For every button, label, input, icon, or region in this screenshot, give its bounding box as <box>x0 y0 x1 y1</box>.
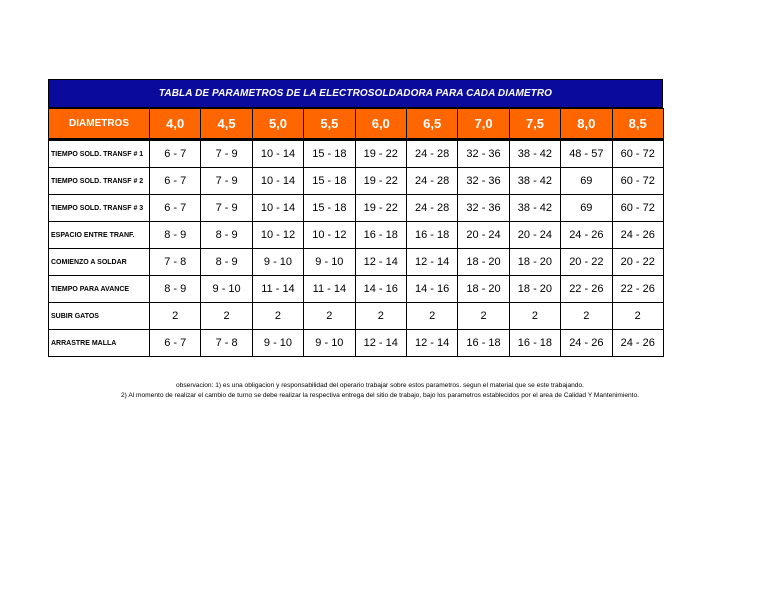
value-cell: 9 - 10 <box>252 330 303 357</box>
diameters-header: DIAMETROS <box>49 109 150 140</box>
value-cell: 14 - 16 <box>355 276 406 303</box>
value-cell: 7 - 9 <box>201 168 252 195</box>
value-cell: 18 - 20 <box>509 249 560 276</box>
value-cell: 20 - 22 <box>561 249 612 276</box>
table-title: TABLA DE PARAMETROS DE LA ELECTROSOLDADORA PARA CADA DIAMETRO <box>48 79 663 108</box>
value-cell: 6 - 7 <box>150 168 201 195</box>
note-line-2: 2) Al momento de realizar el cambio de turno se debe realizar la respectiva entrega del sitio de trabajo, bajo los parametros establecidos por el area de Calidad Y Mantenimiento. <box>120 392 640 399</box>
value-cell: 15 - 18 <box>304 195 355 222</box>
value-cell: 24 - 26 <box>612 222 663 249</box>
value-cell: 10 - 12 <box>252 222 303 249</box>
value-cell: 19 - 22 <box>355 195 406 222</box>
value-cell: 38 - 42 <box>509 140 560 168</box>
value-cell: 2 <box>150 303 201 330</box>
value-cell: 10 - 14 <box>252 168 303 195</box>
table-row <box>49 303 664 330</box>
row-label: ESPACIO ENTRE TRANF. <box>49 222 150 249</box>
table-row <box>49 140 664 168</box>
value-cell: 18 - 20 <box>458 249 509 276</box>
value-cell: 2 <box>612 303 663 330</box>
diameter-header-cell: 7,5 <box>509 109 560 140</box>
value-cell: 14 - 16 <box>406 276 457 303</box>
value-cell: 10 - 12 <box>304 222 355 249</box>
value-cell: 2 <box>304 303 355 330</box>
diameter-header-cell: 6,0 <box>355 109 406 140</box>
diameter-header-cell: 7,0 <box>458 109 509 140</box>
value-cell: 20 - 22 <box>612 249 663 276</box>
value-cell: 11 - 14 <box>252 276 303 303</box>
row-label: TIEMPO SOLD. TRANSF # 2 <box>49 168 150 195</box>
value-cell: 60 - 72 <box>612 168 663 195</box>
value-cell: 6 - 7 <box>150 140 201 168</box>
value-cell: 15 - 18 <box>304 140 355 168</box>
value-cell: 22 - 26 <box>561 276 612 303</box>
row-label: TIEMPO SOLD. TRANSF # 3 <box>49 195 150 222</box>
header-row <box>49 109 664 140</box>
value-cell: 19 - 22 <box>355 140 406 168</box>
value-cell: 20 - 24 <box>458 222 509 249</box>
value-cell: 8 - 9 <box>201 222 252 249</box>
row-label: ARRASTRE MALLA <box>49 330 150 357</box>
diameter-header-cell: 8,5 <box>612 109 663 140</box>
table-row <box>49 222 664 249</box>
value-cell: 2 <box>561 303 612 330</box>
value-cell: 18 - 20 <box>458 276 509 303</box>
table-row <box>49 195 664 222</box>
value-cell: 16 - 18 <box>355 222 406 249</box>
value-cell: 24 - 26 <box>561 330 612 357</box>
table-row <box>49 330 664 357</box>
row-label: COMIENZO A SOLDAR <box>49 249 150 276</box>
value-cell: 2 <box>355 303 406 330</box>
table-row <box>49 168 664 195</box>
value-cell: 16 - 18 <box>509 330 560 357</box>
table-body <box>49 140 664 357</box>
value-cell: 9 - 10 <box>201 276 252 303</box>
value-cell: 9 - 10 <box>304 330 355 357</box>
value-cell: 7 - 9 <box>201 195 252 222</box>
value-cell: 60 - 72 <box>612 195 663 222</box>
parameters-sheet <box>48 79 663 357</box>
value-cell: 8 - 9 <box>150 276 201 303</box>
value-cell: 8 - 9 <box>201 249 252 276</box>
diameter-header-cell: 4,5 <box>201 109 252 140</box>
value-cell: 2 <box>252 303 303 330</box>
value-cell: 69 <box>561 195 612 222</box>
value-cell: 19 - 22 <box>355 168 406 195</box>
value-cell: 7 - 8 <box>150 249 201 276</box>
value-cell: 2 <box>509 303 560 330</box>
value-cell: 24 - 26 <box>561 222 612 249</box>
value-cell: 6 - 7 <box>150 195 201 222</box>
value-cell: 20 - 24 <box>509 222 560 249</box>
value-cell: 15 - 18 <box>304 168 355 195</box>
diameter-header-cell: 6,5 <box>406 109 457 140</box>
note-line-1: observacion: 1) es una obligacion y responsabilidad del operario trabajar sobre estos parametros. segun el material que se este trabajando. <box>176 382 584 389</box>
value-cell: 60 - 72 <box>612 140 663 168</box>
value-cell: 38 - 42 <box>509 168 560 195</box>
row-label: SUBIR GATOS <box>49 303 150 330</box>
value-cell: 22 - 26 <box>612 276 663 303</box>
row-label: TIEMPO PARA AVANCE <box>49 276 150 303</box>
diameter-header-cell: 8,0 <box>561 109 612 140</box>
value-cell: 18 - 20 <box>509 276 560 303</box>
value-cell: 16 - 18 <box>406 222 457 249</box>
value-cell: 2 <box>201 303 252 330</box>
diameter-header-cell: 4,0 <box>150 109 201 140</box>
value-cell: 32 - 36 <box>458 168 509 195</box>
value-cell: 12 - 14 <box>406 330 457 357</box>
value-cell: 8 - 9 <box>150 222 201 249</box>
value-cell: 24 - 28 <box>406 168 457 195</box>
value-cell: 7 - 8 <box>201 330 252 357</box>
value-cell: 9 - 10 <box>304 249 355 276</box>
value-cell: 24 - 28 <box>406 195 457 222</box>
value-cell: 6 - 7 <box>150 330 201 357</box>
value-cell: 12 - 14 <box>355 249 406 276</box>
value-cell: 24 - 26 <box>612 330 663 357</box>
value-cell: 69 <box>561 168 612 195</box>
value-cell: 24 - 28 <box>406 140 457 168</box>
table-row <box>49 249 664 276</box>
notes <box>60 381 700 401</box>
diameter-header-cell: 5,5 <box>304 109 355 140</box>
value-cell: 32 - 36 <box>458 195 509 222</box>
value-cell: 11 - 14 <box>304 276 355 303</box>
value-cell: 48 - 57 <box>561 140 612 168</box>
diameter-header-cell: 5,0 <box>252 109 303 140</box>
value-cell: 9 - 10 <box>252 249 303 276</box>
value-cell: 10 - 14 <box>252 195 303 222</box>
value-cell: 7 - 9 <box>201 140 252 168</box>
value-cell: 2 <box>458 303 509 330</box>
value-cell: 12 - 14 <box>355 330 406 357</box>
value-cell: 32 - 36 <box>458 140 509 168</box>
value-cell: 12 - 14 <box>406 249 457 276</box>
value-cell: 10 - 14 <box>252 140 303 168</box>
table-row <box>49 276 664 303</box>
value-cell: 38 - 42 <box>509 195 560 222</box>
parameters-table <box>48 108 664 357</box>
row-label: TIEMPO SOLD. TRANSF # 1 <box>49 140 150 168</box>
value-cell: 16 - 18 <box>458 330 509 357</box>
value-cell: 2 <box>406 303 457 330</box>
